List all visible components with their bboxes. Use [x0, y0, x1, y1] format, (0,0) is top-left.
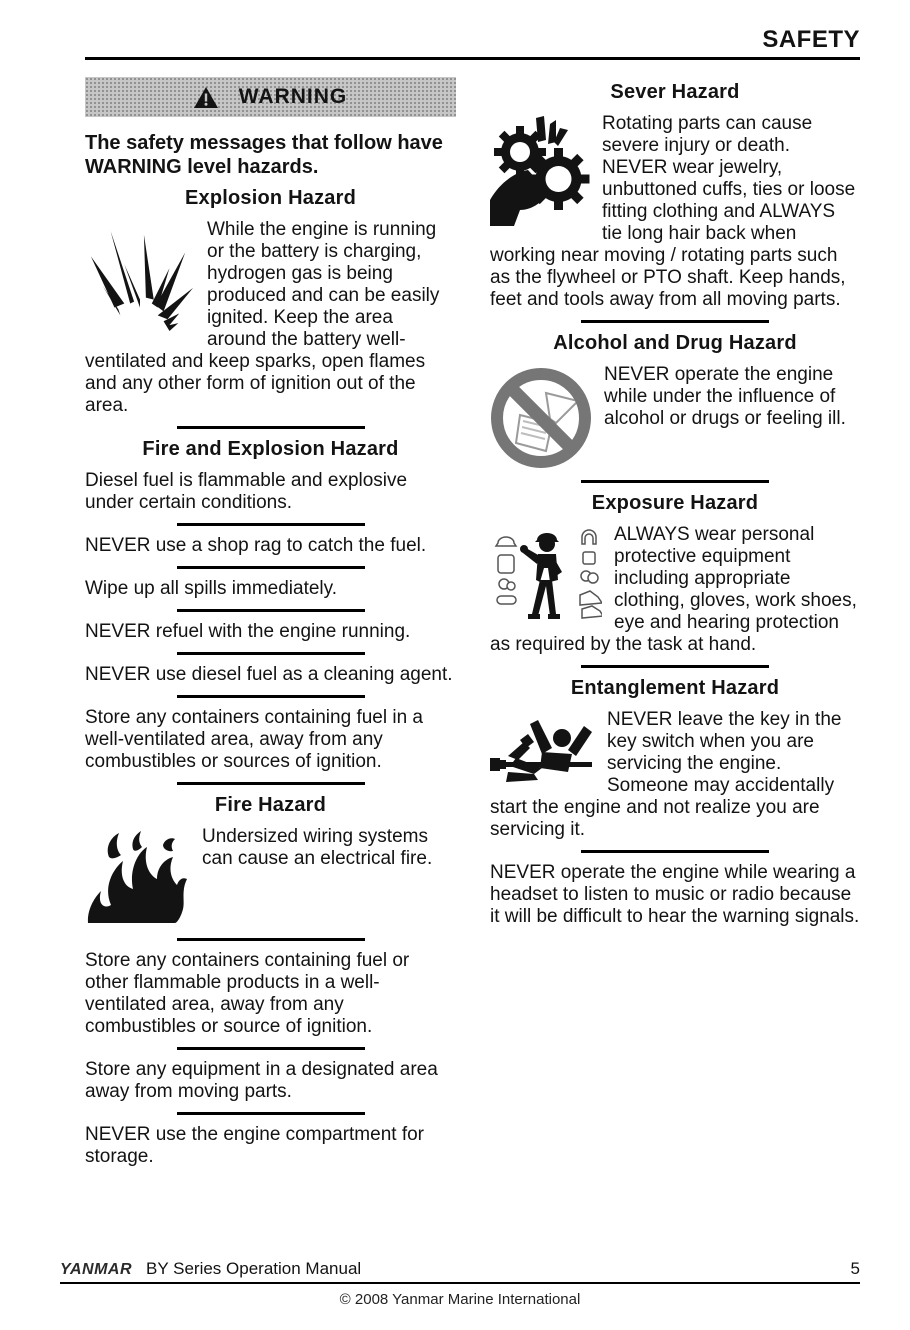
page-number: 5: [850, 1259, 860, 1278]
divider: [177, 609, 365, 612]
explosion-icon: [85, 222, 195, 334]
entanglement-section-body: [490, 709, 860, 841]
alcohol-section-body: [490, 364, 860, 471]
paragraph: NEVER refuel with the engine running.: [85, 621, 411, 643]
page-footer: [60, 1259, 860, 1308]
heading-fire-hazard: Fire Hazard: [214, 794, 327, 817]
paragraph: NEVER use diesel fuel as a cleaning agent.: [85, 664, 453, 686]
intro-text: The safety messages that follow have WARNING level hazards.: [85, 132, 443, 178]
divider: [581, 850, 769, 853]
warning-banner: [85, 77, 456, 117]
yanmar-logo: YANMAR: [60, 1261, 133, 1278]
left-column: [85, 77, 456, 1176]
divider: [177, 782, 365, 785]
heading-explosion-hazard: Explosion Hazard: [184, 187, 356, 210]
fire-section-body: [85, 826, 456, 929]
heading-exposure-hazard: Exposure Hazard: [591, 492, 759, 514]
paragraph: NEVER operate the engine while wearing a headset to listen to music or radio because it will be difficult to hear the warning signals.: [490, 862, 860, 927]
right-column: [490, 77, 860, 1176]
sever-text: Rotating parts can cause severe injury or death. NEVER wear jewelry, unbuttoned cuffs, ties or loose fitting clothing and ALWAYS tie long hair back when working near moving / rotating parts such as the flywheel or PTO shaft. Keep hands, feet and tools away from all moving parts.: [490, 113, 856, 310]
heading-fire-and-explosion-hazard: Fire and Explosion Hazard: [142, 438, 399, 461]
ppe-worker-icon: [490, 527, 602, 627]
alcohol-text: NEVER operate the engine while under the influence of alcohol or drugs or feeling ill.: [604, 364, 846, 429]
divider: [177, 938, 365, 941]
paragraph: NEVER use the engine compartment for storage.: [85, 1124, 425, 1168]
copyright-text: © 2008 Yanmar Marine International: [339, 1291, 581, 1308]
paragraph: Wipe up all spills immediately.: [85, 578, 338, 600]
hand-in-gears-icon: [490, 116, 590, 226]
exposure-section-body: [490, 524, 860, 656]
heading-sever-hazard: Sever Hazard: [610, 81, 740, 103]
fire-text: Undersized wiring systems can cause an electrical fire.: [202, 826, 433, 870]
warning-triangle-icon: [194, 87, 218, 108]
person-caught-in-shaft-icon: [490, 712, 595, 794]
explosion-section-body: [85, 219, 456, 417]
divider: [581, 320, 769, 323]
divider: [177, 1112, 365, 1115]
paragraph: Diesel fuel is flammable and explosive under certain conditions.: [85, 470, 408, 514]
manual-title: BY Series Operation Manual: [146, 1259, 362, 1278]
sever-section-body: [490, 113, 860, 311]
explosion-text: While the engine is running or the battery is charging, hydrogen gas is being produced and can be easily ignited. Keep the area around the battery well-ventilated and keep sparks, open flames and any other form of ignition out of the area.: [85, 219, 440, 417]
header-rule: [85, 57, 860, 60]
divider: [177, 652, 365, 655]
divider: [177, 523, 365, 526]
divider: [581, 480, 769, 483]
paragraph: Store any equipment in a designated area away from moving parts.: [85, 1059, 438, 1103]
paragraph: NEVER use a shop rag to catch the fuel.: [85, 535, 427, 557]
divider: [581, 665, 769, 668]
heading-entanglement-hazard: Entanglement Hazard: [570, 677, 780, 699]
divider: [177, 695, 365, 698]
footer-row: [60, 1259, 860, 1279]
divider: [177, 566, 365, 569]
two-column-layout: [85, 77, 860, 1176]
divider: [177, 426, 365, 429]
page-title: SAFETY: [762, 26, 860, 53]
heading-alcohol-drug-hazard: Alcohol and Drug Hazard: [553, 332, 797, 354]
paragraph: Store any containers containing fuel in a well-ventilated area, away from any combustibles or sources of ignition.: [85, 707, 423, 773]
footer-rule: [60, 1282, 860, 1284]
no-alcohol-prohibition-icon: [490, 367, 592, 469]
entanglement-text: NEVER leave the key in the key switch when you are servicing the engine. Someone may accidentally start the engine and not realize you are servicing it.: [490, 709, 842, 840]
warning-banner-label: WARNING: [238, 85, 348, 108]
divider: [177, 1047, 365, 1050]
fire-flames-icon: [85, 829, 190, 927]
exposure-text: ALWAYS wear personal protective equipment including appropriate clothing, gloves, work shoes, eye and hearing protection as required by the task at hand.: [490, 524, 857, 655]
paragraph: Store any containers containing fuel or other flammable products in a well-ventilated area, away from any combustibles or source of ignition.: [85, 950, 410, 1038]
